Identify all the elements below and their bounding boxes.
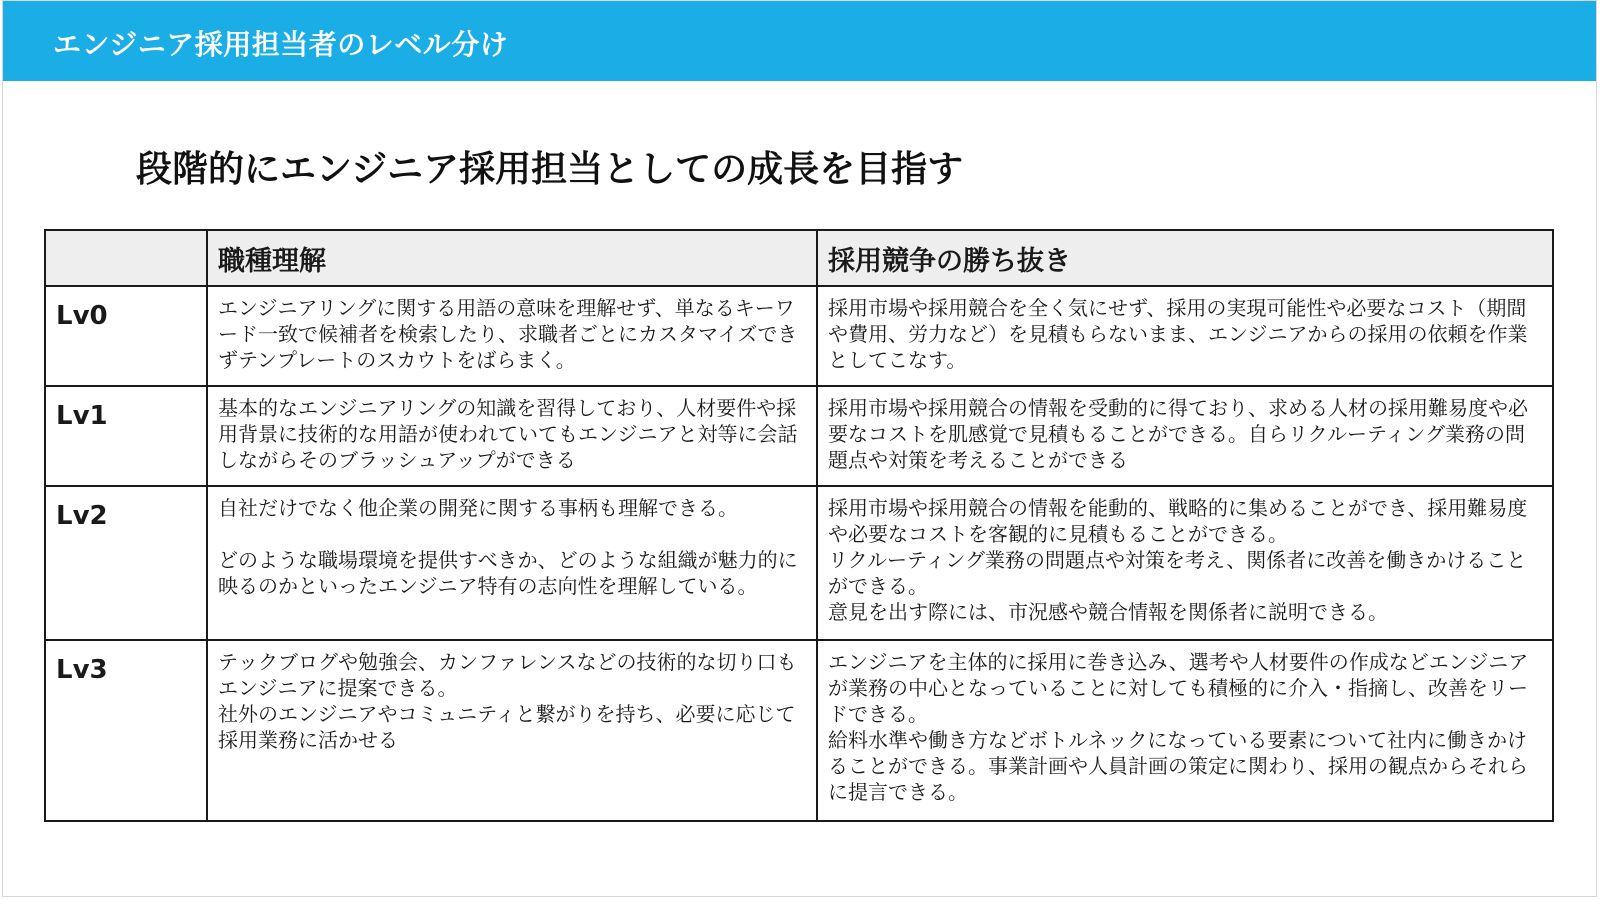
header-title: エンジニア採用担当者のレベル分け <box>53 28 509 61</box>
table-header-level <box>45 230 207 286</box>
understanding-cell: 自社だけでなく他企業の開発に関する事柄も理解できる。 どのような職場環境を提供すべきか、どのような組織が魅力的に映るのかといったエンジニア特有の志向性を理解している。 <box>207 486 817 640</box>
slide-subtitle: 段階的にエンジニア採用担当としての成長を目指す <box>136 149 964 190</box>
understanding-cell: エンジニアリングに関する用語の意味を理解せず、単なるキーワード一致で候補者を検索したり、求職者ごとにカスタマイズできずテンプレートのスカウトをばらまく。 <box>207 286 817 386</box>
table-header-competition: 採用競争の勝ち抜き <box>817 230 1553 286</box>
table-header-row <box>45 230 1553 286</box>
competition-cell: 採用市場や採用競合の情報を受動的に得ており、求める人材の採用難易度や必要なコストを肌感覚で見積もることができる。自らリクルーティング業務の問題点や対策を考えることができる <box>817 386 1553 486</box>
table-row <box>45 286 1553 386</box>
table-row <box>45 386 1553 486</box>
level-label: Lv2 <box>45 486 207 640</box>
table-header-understanding: 職種理解 <box>207 230 817 286</box>
competition-cell: エンジニアを主体的に採用に巻き込み、選考や人材要件の作成などエンジニアが業務の中心となっていることに対しても積極的に介入・指摘し、改善をリードできる。 給料水準や働き方などボトルネックになっている要素について社内に働きかけることができる。事業計画や人員計画の策定に関わり、採用の観点からそれらに提言できる。 <box>817 640 1553 821</box>
understanding-cell: 基本的なエンジニアリングの知識を習得しており、人材要件や採用背景に技術的な用語が使われていてもエンジニアと対等に会話しながらそのブラッシュアップができる <box>207 386 817 486</box>
understanding-cell: テックブログや勉強会、カンファレンスなどの技術的な切り口もエンジニアに提案できる。 社外のエンジニアやコミュニティと繋がりを持ち、必要に応じて採用業務に活かせる <box>207 640 817 821</box>
table-row <box>45 640 1553 821</box>
header-bar <box>3 1 1596 81</box>
level-label: Lv0 <box>45 286 207 386</box>
table-row <box>45 486 1553 640</box>
level-label: Lv3 <box>45 640 207 821</box>
level-label: Lv1 <box>45 386 207 486</box>
competition-cell: 採用市場や採用競合を全く気にせず、採用の実現可能性や必要なコスト（期間や費用、労力など）を見積もらないまま、エンジニアからの採用の依頼を作業としてこなす。 <box>817 286 1553 386</box>
level-table <box>44 229 1554 822</box>
competition-cell: 採用市場や採用競合の情報を能動的、戦略的に集めることができ、採用難易度や必要なコストを客観的に見積もることができる。 リクルーティング業務の問題点や対策を考え、関係者に改善を働きかけることができる。 意見を出す際には、市況感や競合情報を関係者に説明できる。 <box>817 486 1553 640</box>
